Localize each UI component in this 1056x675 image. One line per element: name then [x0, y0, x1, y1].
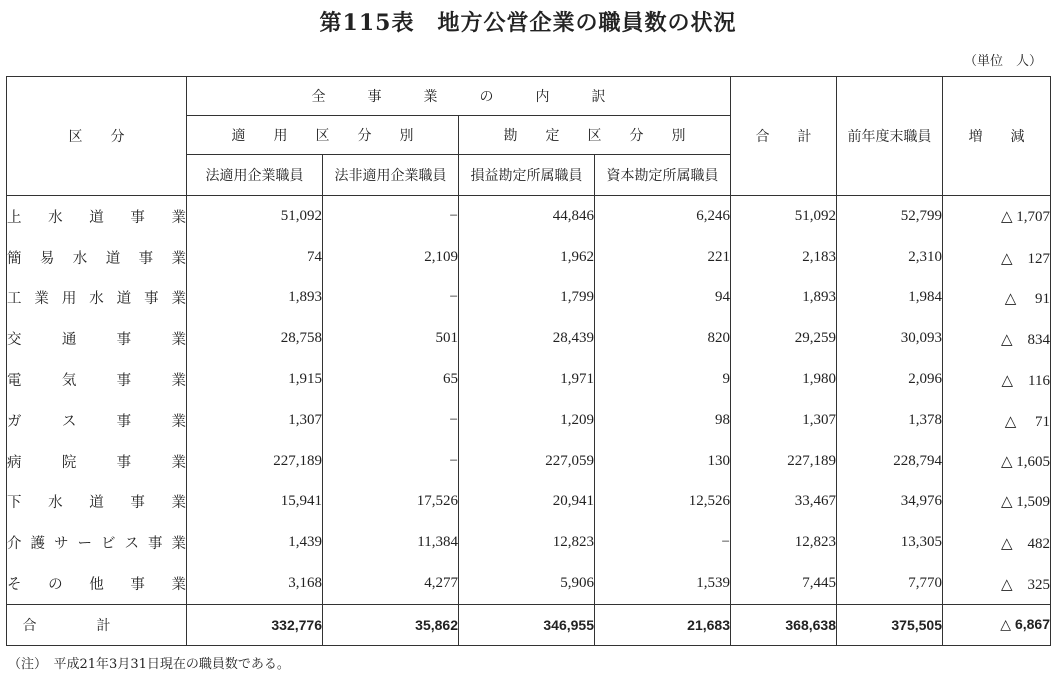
- cell-change: △ 116: [943, 359, 1051, 400]
- header-all-business: 全 事 業 の 内 訳: [187, 77, 731, 116]
- cell-total: 227,189: [731, 441, 837, 482]
- cell-prev-year: 2,310: [837, 237, 943, 278]
- total-profit-loss: 346,955: [459, 604, 595, 645]
- table-row: [7, 318, 1051, 359]
- cell-total: 7,445: [731, 563, 837, 604]
- cell-capital: 1,539: [595, 563, 731, 604]
- cell-profit-loss: 12,823: [459, 522, 595, 563]
- row-label: 下水道事業: [7, 482, 187, 523]
- staff-table: [6, 76, 1051, 646]
- cell-capital: 820: [595, 318, 731, 359]
- cell-change: △ 1,605: [943, 441, 1051, 482]
- table-row: [7, 400, 1051, 441]
- cell-law-applied: 28,758: [187, 318, 323, 359]
- row-label: 上水道事業: [7, 196, 187, 237]
- cell-law-non-applied: 65: [323, 359, 459, 400]
- table-row: [7, 237, 1051, 278]
- cell-change: △ 127: [943, 237, 1051, 278]
- header-law-applied: 法適用企業職員: [187, 155, 323, 196]
- total-law-applied: 332,776: [187, 604, 323, 645]
- cell-law-applied: 74: [187, 237, 323, 278]
- cell-profit-loss: 28,439: [459, 318, 595, 359]
- cell-prev-year: 52,799: [837, 196, 943, 237]
- cell-capital: 9: [595, 359, 731, 400]
- cell-law-non-applied: 17,526: [323, 482, 459, 523]
- cell-profit-loss: 1,209: [459, 400, 595, 441]
- cell-change: △ 834: [943, 318, 1051, 359]
- row-label: 工業用水道事業: [7, 278, 187, 319]
- cell-prev-year: 228,794: [837, 441, 943, 482]
- cell-law-applied: 15,941: [187, 482, 323, 523]
- cell-profit-loss: 1,962: [459, 237, 595, 278]
- footnote: （注） 平成21年3月31日現在の職員数である。: [8, 657, 290, 672]
- total-law-non-applied: 35,862: [323, 604, 459, 645]
- row-label: 介護サービス事業: [7, 522, 187, 563]
- cell-prev-year: 13,305: [837, 522, 943, 563]
- header-change: 増 減: [943, 77, 1051, 196]
- total-row-label: 合計: [7, 604, 187, 645]
- cell-total: 51,092: [731, 196, 837, 237]
- cell-profit-loss: 1,799: [459, 278, 595, 319]
- cell-capital: −: [595, 522, 731, 563]
- table-row: [7, 482, 1051, 523]
- header-category: 区 分: [7, 77, 187, 196]
- cell-change: △ 1,509: [943, 482, 1051, 523]
- table-title: 第115表 地方公営企業の職員数の状況: [319, 10, 737, 36]
- cell-capital: 221: [595, 237, 731, 278]
- total-prev-year: 375,505: [837, 604, 943, 645]
- header-total: 合 計: [731, 77, 837, 196]
- cell-total: 33,467: [731, 482, 837, 523]
- row-label: ガス事業: [7, 400, 187, 441]
- row-label: その他事業: [7, 563, 187, 604]
- cell-law-applied: 51,092: [187, 196, 323, 237]
- cell-law-applied: 227,189: [187, 441, 323, 482]
- cell-change: △ 71: [943, 400, 1051, 441]
- cell-prev-year: 1,378: [837, 400, 943, 441]
- header-capital: 資本勘定所属職員: [595, 155, 731, 196]
- cell-law-applied: 1,893: [187, 278, 323, 319]
- cell-change: △ 91: [943, 278, 1051, 319]
- cell-change: △ 482: [943, 522, 1051, 563]
- cell-law-non-applied: −: [323, 400, 459, 441]
- cell-law-applied: 3,168: [187, 563, 323, 604]
- header-prev-year: 前年度末職員: [837, 77, 943, 196]
- cell-prev-year: 34,976: [837, 482, 943, 523]
- cell-total: 29,259: [731, 318, 837, 359]
- cell-change: △ 1,707: [943, 196, 1051, 237]
- cell-law-non-applied: 4,277: [323, 563, 459, 604]
- cell-capital: 98: [595, 400, 731, 441]
- table-row: [7, 359, 1051, 400]
- cell-total: 1,307: [731, 400, 837, 441]
- cell-capital: 94: [595, 278, 731, 319]
- total-row: [7, 604, 1051, 645]
- cell-law-non-applied: −: [323, 196, 459, 237]
- table-row: [7, 196, 1051, 237]
- table-row: [7, 278, 1051, 319]
- cell-law-non-applied: 11,384: [323, 522, 459, 563]
- header-application: 適 用 区 分 別: [187, 116, 459, 155]
- total-total: 368,638: [731, 604, 837, 645]
- cell-capital: 130: [595, 441, 731, 482]
- cell-prev-year: 30,093: [837, 318, 943, 359]
- header-accounting: 勘 定 区 分 別: [459, 116, 731, 155]
- table-row: [7, 563, 1051, 604]
- cell-profit-loss: 227,059: [459, 441, 595, 482]
- cell-profit-loss: 5,906: [459, 563, 595, 604]
- unit-label: （単位 人）: [963, 54, 1042, 69]
- cell-total: 1,980: [731, 359, 837, 400]
- header-profit-loss: 損益勘定所属職員: [459, 155, 595, 196]
- total-capital: 21,683: [595, 604, 731, 645]
- row-label: 簡易水道事業: [7, 237, 187, 278]
- total-change: △ 6,867: [943, 604, 1051, 645]
- table-row: [7, 441, 1051, 482]
- cell-law-non-applied: −: [323, 278, 459, 319]
- cell-prev-year: 1,984: [837, 278, 943, 319]
- cell-law-applied: 1,307: [187, 400, 323, 441]
- row-label: 電気事業: [7, 359, 187, 400]
- cell-total: 12,823: [731, 522, 837, 563]
- row-label: 病院事業: [7, 441, 187, 482]
- cell-prev-year: 7,770: [837, 563, 943, 604]
- cell-law-non-applied: 2,109: [323, 237, 459, 278]
- cell-prev-year: 2,096: [837, 359, 943, 400]
- cell-capital: 12,526: [595, 482, 731, 523]
- cell-law-applied: 1,915: [187, 359, 323, 400]
- cell-law-non-applied: −: [323, 441, 459, 482]
- cell-change: △ 325: [943, 563, 1051, 604]
- table-row: [7, 522, 1051, 563]
- cell-law-non-applied: 501: [323, 318, 459, 359]
- cell-total: 1,893: [731, 278, 837, 319]
- cell-profit-loss: 20,941: [459, 482, 595, 523]
- cell-capital: 6,246: [595, 196, 731, 237]
- header-law-non-applied: 法非適用企業職員: [323, 155, 459, 196]
- row-label: 交通事業: [7, 318, 187, 359]
- cell-law-applied: 1,439: [187, 522, 323, 563]
- cell-total: 2,183: [731, 237, 837, 278]
- cell-profit-loss: 44,846: [459, 196, 595, 237]
- cell-profit-loss: 1,971: [459, 359, 595, 400]
